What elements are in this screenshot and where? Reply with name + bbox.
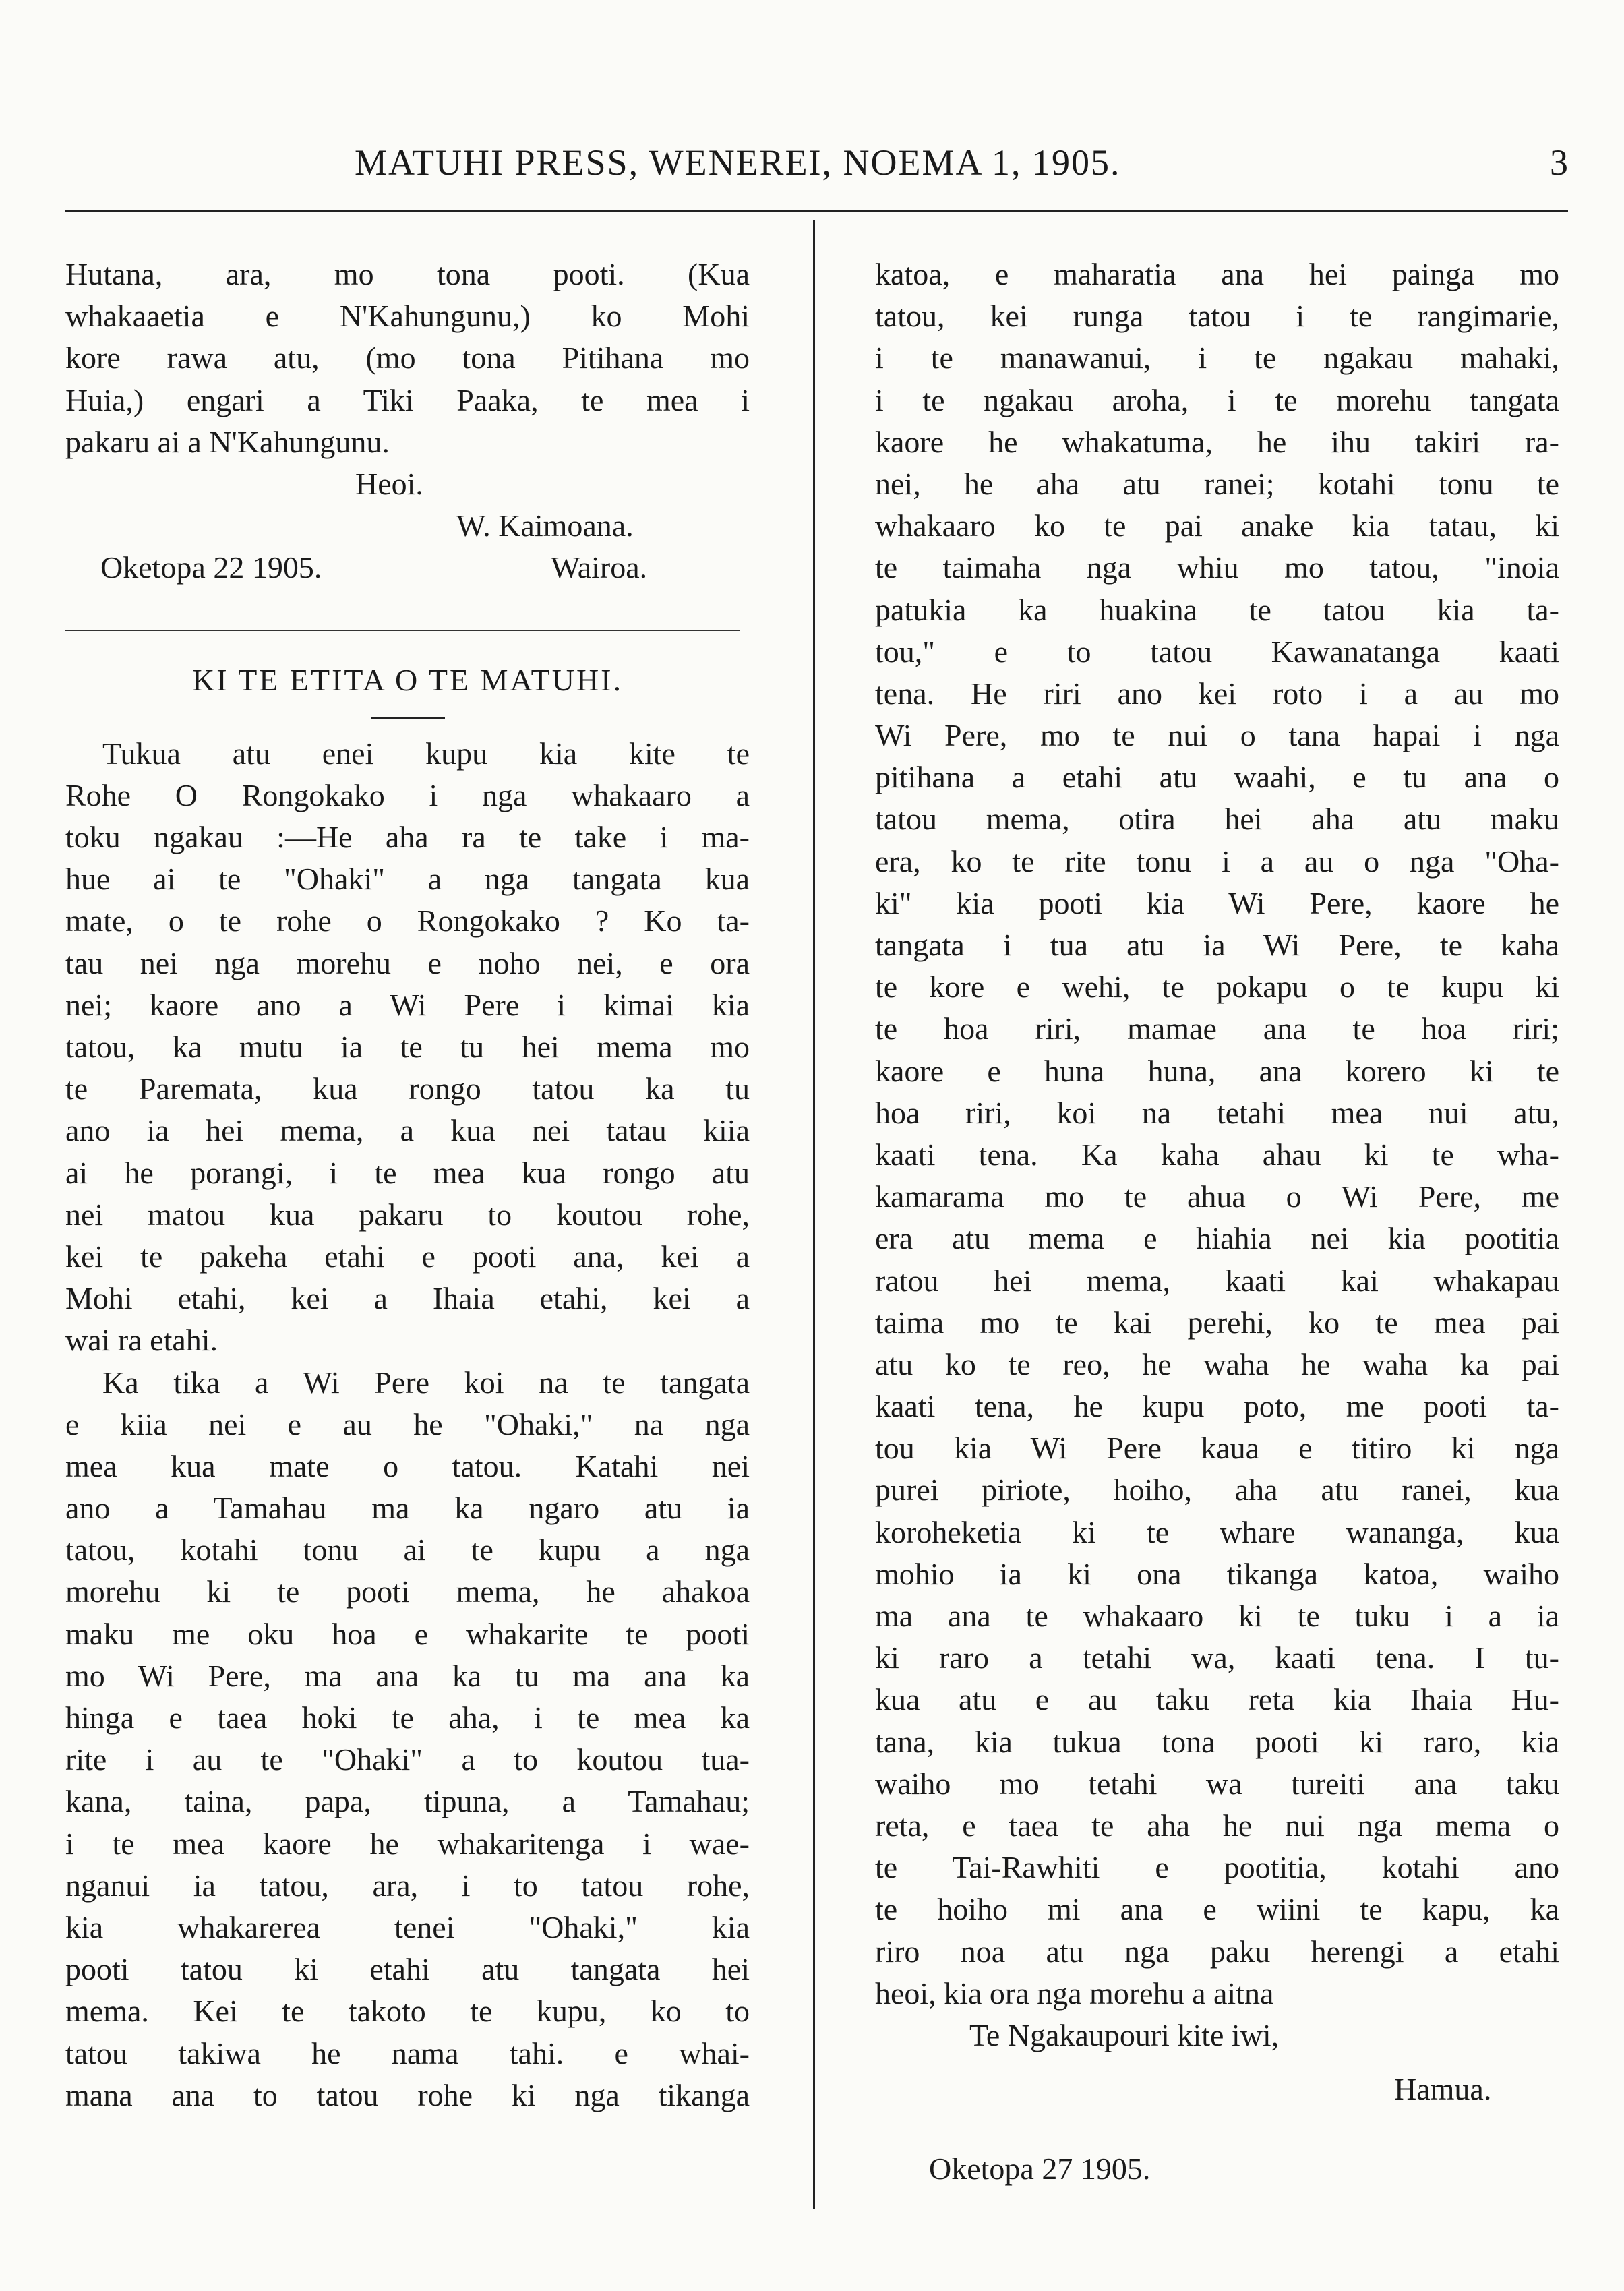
text-line: mate, o te rohe o Rongokako ? Ko ta- [65,903,750,939]
text-line: reta, e taea te aha he nui nga mema o [875,1808,1559,1843]
newspaper-header-title: MATUHI PRESS, WENEREI, NOEMA 1, 1905. [355,142,1121,183]
section-rule [65,630,740,631]
text-line: whakaaetia e N'Kahungunu,) ko Mohi [65,299,750,334]
text-line: tou kia Wi Pere kaua e titiro ki nga [875,1431,1559,1466]
text-line: whakaaro ko te pai anake kia tatau, ki [875,508,1559,543]
left-column [65,254,750,2116]
text-line: kaore e huna huna, ana korero ki te [875,1053,1559,1088]
article-date: Oketopa 27 1905. [929,2151,1151,2186]
letter-signature: W. Kaimoana. [456,508,634,543]
article-paragraph-1 [65,733,750,1362]
text-line: te taimaha nga whiu mo tatou, "inoia [875,550,1559,585]
text-line: te kore e wehi, te pokapu o te kupu ki [875,970,1559,1005]
text-line: te hoiho mi ana e wiini te kapu, ka [875,1892,1559,1927]
text-line: tou," e to tatou Kawanatanga kaati [875,634,1559,669]
text-line: tatou mema, otira hei aha atu maku [875,802,1559,837]
text-line: kua atu e au taku reta kia Ihaia Hu- [875,1682,1559,1717]
text-line: kei te pakeha etahi e pooti ana, kei a [65,1239,750,1274]
text-line: kamarama mo te ahua o Wi Pere, me [875,1179,1559,1214]
text-line: rite i au te "Ohaki" a to koutou tua- [65,1742,750,1777]
text-line: Hutana, ara, mo tona pooti. (Kua [65,257,750,291]
letter-date: Oketopa 22 1905. [100,550,322,585]
letter-place: Wairoa. [551,550,648,585]
text-line: nei; kaore ano a Wi Pere i kimai kia [65,987,750,1022]
text-line: i te ngakau aroha, i te morehu tangata [875,382,1559,417]
text-line: Mohi etahi, kei a Ihaia etahi, kei a [65,1281,750,1316]
text-line: kore rawa atu, (mo tona Pitihana mo [65,340,750,376]
text-line: nei matou kua pakaru to koutou rohe, [65,1197,750,1232]
closing-row [65,463,750,505]
text-line: te hoa riri, mamae ana te hoa riri; [875,1011,1559,1046]
dateline-row [875,2148,1559,2190]
text-line: atu ko te reo, he waha he waha ka pai [875,1346,1559,1381]
text-line: hue ai te "Ohaki" a nga tangata kua [65,862,750,897]
text-line: maku me oku hoa e whakarite te pooti [65,1616,750,1651]
text-line: era, ko te rite tonu i a au o nga "Oha- [875,843,1559,879]
text-line: nganui ia tatou, ara, i to tatou rohe, [65,1868,750,1903]
text-line: morehu ki te pooti mema, he ahakoa [65,1574,750,1609]
text-line: tena. He riri ano kei roto i a au mo [875,676,1559,711]
text-line: ano ia hei mema, a kua nei tatau kiia [65,1113,750,1148]
text-line: kaore he whakatuma, he ihu takiri ra- [875,424,1559,459]
text-line: katoa, e maharatia ana hei painga mo [875,257,1559,291]
text-line: ratou hei mema, kaati kai whakapau [875,1263,1559,1298]
headline-rule [371,717,445,719]
text-line: waiho mo tetahi wa tureiti ana taku [875,1766,1559,1801]
text-line: e kiia nei e au he "Ohaki," na nga [65,1406,750,1441]
text-line: tatou, kotahi tonu ai te kupu a nga [65,1533,750,1568]
signoff-row [875,2015,1559,2056]
dateline-row [65,547,750,589]
text-line: kia whakarerea tenei "Ohaki," kia [65,1909,750,1944]
article-continuation [875,254,1559,2190]
article-paragraph-2 [65,1362,750,2116]
letter-continuation [65,254,750,589]
text-line: tatou, ka mutu ia te tu hei mema mo [65,1030,750,1064]
text-line: mo Wi Pere, ma ana ka tu ma ana ka [65,1658,750,1693]
text-line: ano a Tamahau ma ka ngaro atu ia [65,1491,750,1526]
text-line: te Tai-Rawhiti e pootitia, kotahi ano [875,1850,1559,1885]
text-line: purei piriote, hoiho, aha atu ranei, kua [875,1472,1559,1508]
text-line: taima mo te kai perehi, ko te mea pai [875,1305,1559,1340]
text-line: ki" kia pooti kia Wi Pere, kaore he [875,885,1559,920]
text-line: kaati tena, he kupu poto, me pooti ta- [875,1389,1559,1424]
text-line: Tukua atu enei kupu kia kite te [102,736,750,771]
text-line: mema. Kei te takoto te kupu, ko to [65,1994,750,2029]
text-line: hoa riri, koi na tetahi mea nui atu, [875,1095,1559,1130]
article-headline: KI TE ETITA O TE MATUHI. [192,662,623,697]
text-line: riro noa atu nga paku herengi a etahi [875,1934,1559,1969]
text-line: tatou, kei runga tatou i te rangimarie, [875,299,1559,334]
text-line: Rohe O Rongokako i nga whakaaro a [65,777,750,812]
text-line: mea kua mate o tatou. Katahi nei [65,1448,750,1483]
text-line: mohio ia ki ona tikanga katoa, waiho [875,1556,1559,1591]
column-divider [813,220,815,2209]
text-line: mana ana to tatou rohe ki nga tikanga [65,2077,750,2112]
text-line: kana, taina, papa, tipuna, a Tamahau; [65,1784,750,1819]
text-line: patukia ka huakina te tatou kia ta- [875,592,1559,627]
text-line: te Paremata, kua rongo tatou ka tu [65,1071,750,1106]
signature-row [65,505,750,547]
article-signature: Hamua. [1394,2072,1492,2107]
text-line: era atu mema e hiahia nei kia pootitia [875,1221,1559,1256]
text-line: toku ngakau :—He aha ra te take i ma- [65,820,750,855]
text-line: ma ana te whakaaro ki te tuku i a ia [875,1599,1559,1633]
text-line: pakaru ai a N'Kahungunu. [65,424,390,459]
text-line: wai ra etahi. [65,1323,218,1358]
closing-text: Heoi. [355,466,423,501]
text-line: Wi Pere, mo te nui o tana hapai i nga [875,718,1559,753]
text-line: pitihana a etahi atu waahi, e tu ana o [875,760,1559,795]
text-line: ki raro a tetahi wa, kaati tena. I tu- [875,1640,1559,1675]
text-line: nei, he aha atu ranei; kotahi tonu te [875,466,1559,501]
text-line: tana, kia tukua tona pooti ki raro, kia [875,1724,1559,1759]
text-line: ai he porangi, i te mea kua rongo atu [65,1155,750,1190]
text-line: tangata i tua atu ia Wi Pere, te kaha [875,928,1559,962]
text-line: hinga e taea hoki te aha, i te mea ka [65,1700,750,1735]
text-line: kaati tena. Ka kaha ahau ki te wha- [875,1137,1559,1172]
text-line: Ka tika a Wi Pere koi na te tangata [102,1365,750,1400]
text-line: i te mea kaore he whakaritenga i wae- [65,1826,750,1861]
text-line: tau nei nga morehu e noho nei, e ora [65,945,750,980]
text-line: i te manawanui, i te ngakau mahaki, [875,340,1559,376]
header-rule [65,210,1568,212]
text-line: heoi, kia ora nga morehu a aitna [875,1975,1274,2011]
running-head [65,142,1568,196]
signature-row [875,2069,1559,2110]
signoff-text: Te Ngakaupouri kite iwi, [969,2017,1280,2052]
text-line: Huia,) engari a Tiki Paaka, te mea i [65,382,750,417]
text-line: koroheketia ki te whare wananga, kua [875,1514,1559,1549]
text-line: pooti tatou ki etahi atu tangata hei [65,1952,750,1987]
text-line: tatou takiwa he nama tahi. e whai- [65,2035,750,2071]
right-column [875,254,1559,2190]
page-number: 3 [1550,142,1568,183]
